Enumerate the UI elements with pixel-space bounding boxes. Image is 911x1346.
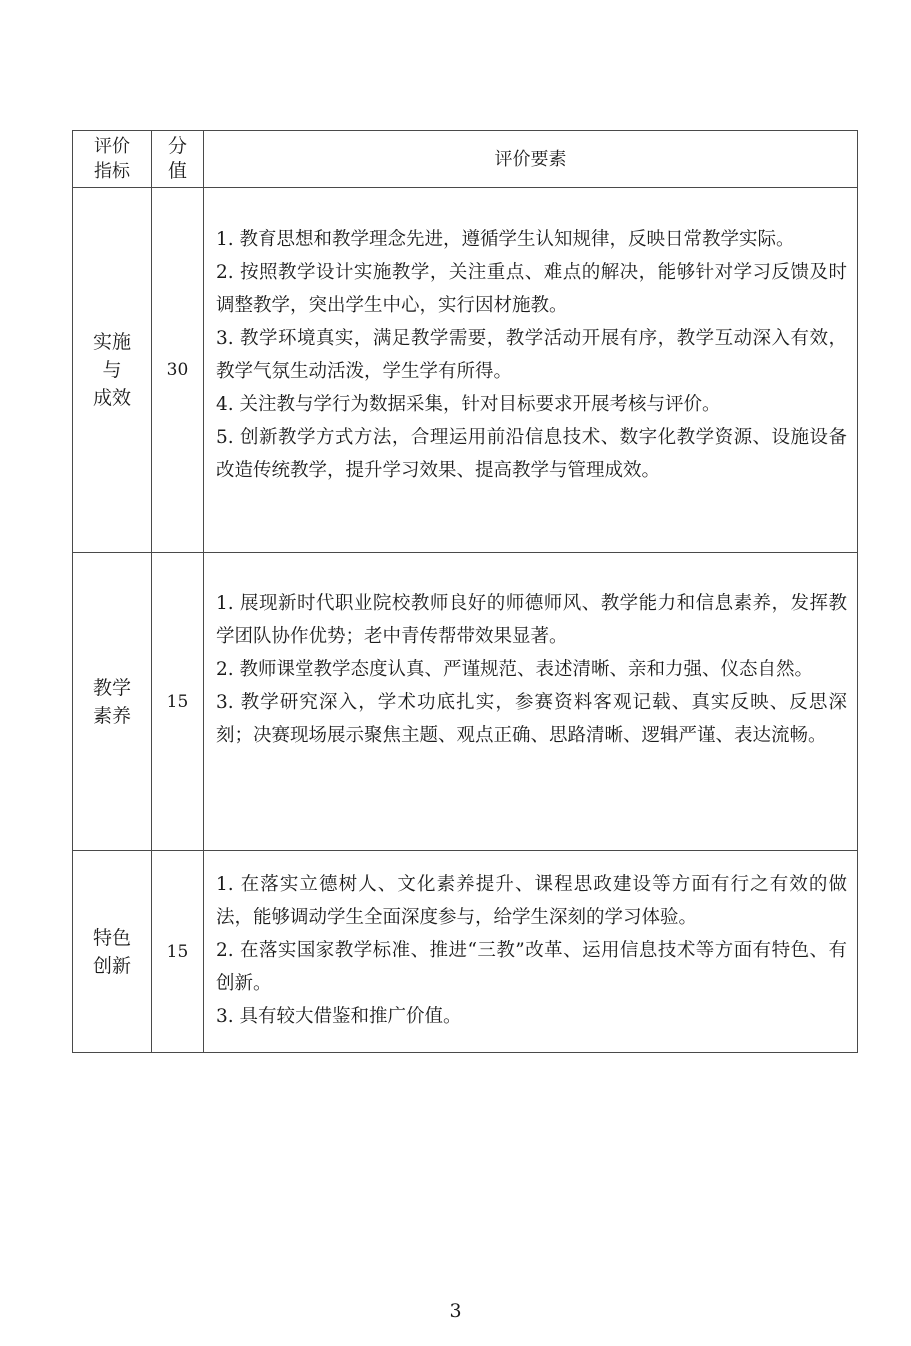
elements-cell xyxy=(204,851,858,1053)
header-elements: 评价要素 xyxy=(204,131,858,188)
list-item: 1. 在落实立德树人、文化素养提升、课程思政建设等方面有行之有效的做法，能够调动学生全面深度参与，给学生深刻的学习体验。 xyxy=(216,874,847,928)
score-cell: 15 xyxy=(152,553,204,851)
list-item: 3. 教学研究深入，学术功底扎实，参赛资料客观记载、真实反映、反思深刻；决赛现场展示聚焦主题、观点正确、思路清晰、逻辑严谨、表达流畅。 xyxy=(216,692,847,746)
header-indicator: 评价 指标 xyxy=(73,131,152,188)
list-item: 1. 教育思想和教学理念先进，遵循学生认知规律，反映日常教学实际。 xyxy=(216,229,795,250)
elements-cell xyxy=(204,553,858,851)
page-number: 3 xyxy=(449,1300,462,1322)
indicator-cell: 实施 与 成效 xyxy=(73,188,152,553)
evaluation-table xyxy=(72,130,858,1053)
list-item: 3. 具有较大借鉴和推广价值。 xyxy=(216,1006,462,1027)
list-item: 3. 教学环境真实，满足教学需要，教学活动开展有序，教学互动深入有效，教学气氛生动活泼，学生学有所得。 xyxy=(216,328,847,382)
indicator-cell: 教学 素养 xyxy=(73,553,152,851)
header-score: 分 值 xyxy=(152,131,204,188)
table-row xyxy=(73,553,858,851)
elements-cell xyxy=(204,188,858,553)
list-item: 2. 教师课堂教学态度认真、严谨规范、表述清晰、亲和力强、仪态自然。 xyxy=(216,659,814,680)
table-row xyxy=(73,188,858,553)
list-item: 4. 关注教与学行为数据采集，针对目标要求开展考核与评价。 xyxy=(216,394,721,415)
score-cell: 15 xyxy=(152,851,204,1053)
table-header-row xyxy=(73,131,858,188)
table-row xyxy=(73,851,858,1053)
indicator-cell: 特色 创新 xyxy=(73,851,152,1053)
list-item: 5. 创新教学方式方法，合理运用前沿信息技术、数字化教学资源、设施设备改造传统教学，提升学习效果、提高教学与管理成效。 xyxy=(216,427,847,481)
list-item: 1. 展现新时代职业院校教师良好的师德师风、教学能力和信息素养，发挥教学团队协作优势；老中青传帮带效果显著。 xyxy=(216,593,847,647)
list-item: 2. 按照教学设计实施教学，关注重点、难点的解决，能够针对学习反馈及时调整教学，突出学生中心，实行因材施教。 xyxy=(216,262,847,316)
score-cell: 30 xyxy=(152,188,204,553)
list-item: 2. 在落实国家教学标准、推进“三教”改革、运用信息技术等方面有特色、有创新。 xyxy=(216,940,847,994)
